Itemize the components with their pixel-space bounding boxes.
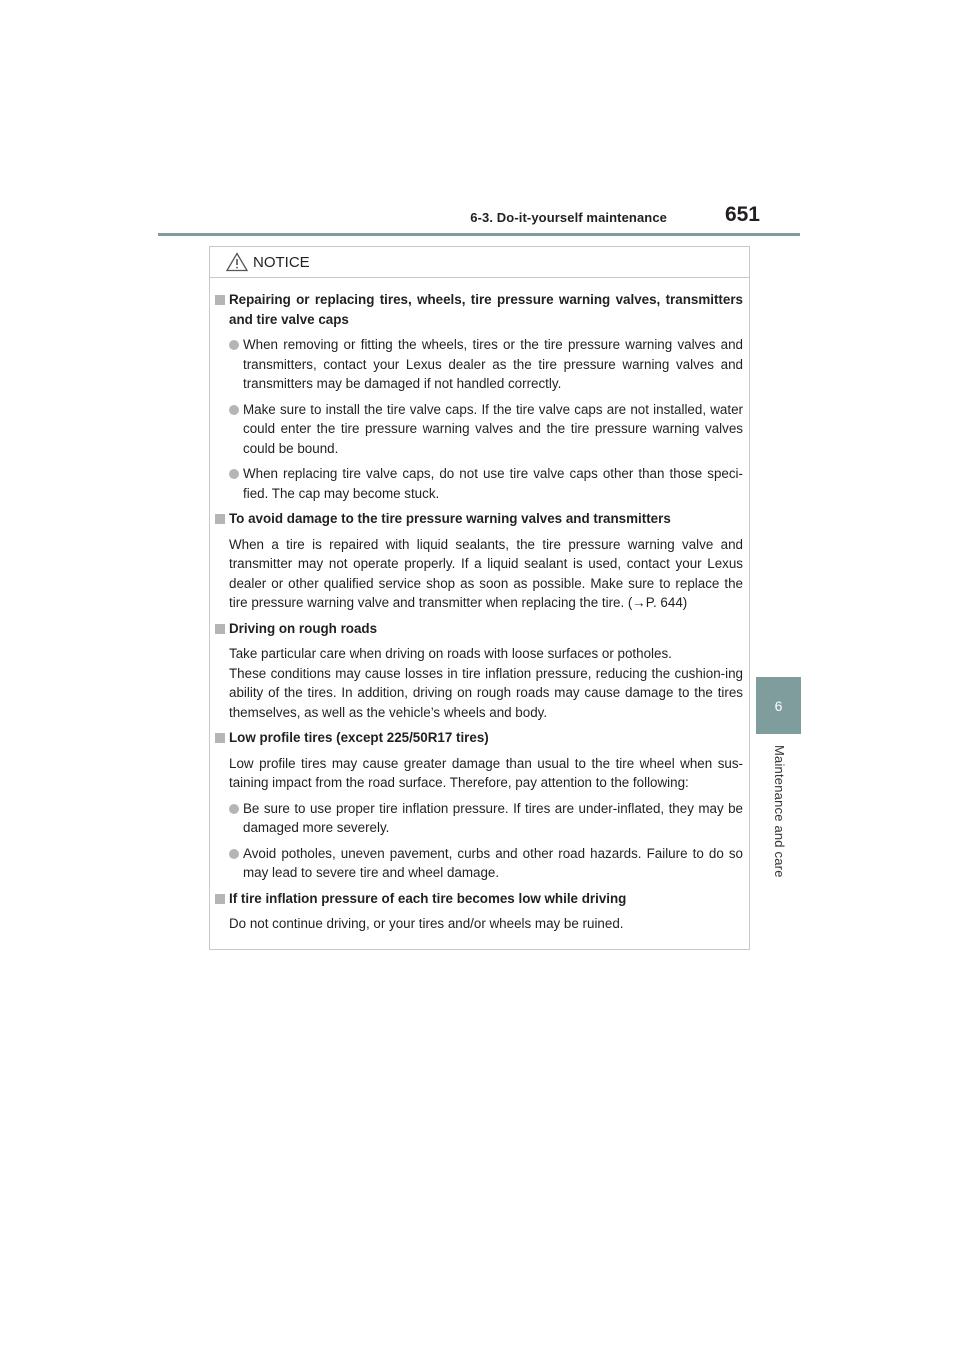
paragraph: These conditions may cause losses in tire inflation pressure, reducing the cushion-ing ability of the tires. In addition, driving on rough roads may cause damage to the tires themselves, as well as the vehicle’s wheels and body. — [229, 665, 743, 720]
notice-section — [215, 290, 743, 503]
section-heading: To avoid damage to the tire pressure warning valves and transmitters — [215, 509, 743, 529]
bullet-dot-icon — [229, 405, 239, 415]
paragraph: Do not continue driving, or your tires and/or wheels may be ruined. — [229, 916, 624, 931]
paragraph: Take particular care when driving on roads with loose surfaces or potholes. — [229, 646, 672, 661]
warning-triangle-icon — [226, 252, 248, 272]
bullet-dot-icon — [229, 469, 239, 479]
notice-section — [215, 889, 743, 934]
section-heading: Repairing or replacing tires, wheels, tire pressure warning valves, transmitters and tire valve caps — [215, 290, 743, 329]
notice-section — [215, 619, 743, 723]
notice-section — [215, 509, 743, 613]
square-bullet-icon — [215, 733, 225, 743]
bullet-dot-icon — [229, 804, 239, 814]
section-heading: Driving on rough roads — [215, 619, 743, 639]
list-item: Make sure to install the tire valve caps. If the tire valve caps are not installed, water could enter the tire pressure warning valves and the tire pressure warning valves could be bound. — [215, 400, 743, 459]
notice-label: NOTICE — [253, 253, 310, 271]
chapter-label: Maintenance and care — [772, 745, 787, 878]
notice-body — [210, 278, 749, 934]
list-item: Be sure to use proper tire inflation pressure. If tires are under-inflated, they may be damaged more severely. — [215, 799, 743, 838]
bullet-dot-icon — [229, 849, 239, 859]
section-heading: Low profile tires (except 225/50R17 tires) — [215, 728, 743, 748]
square-bullet-icon — [215, 894, 225, 904]
section-heading: If tire inflation pressure of each tire becomes low while driving — [215, 889, 743, 909]
square-bullet-icon — [215, 624, 225, 634]
square-bullet-icon — [215, 295, 225, 305]
section-title: 6-3. Do-it-yourself maintenance — [470, 210, 667, 225]
page-number: 651 — [724, 203, 760, 226]
header-rule — [158, 233, 800, 236]
square-bullet-icon — [215, 514, 225, 524]
paragraph: When a tire is repaired with liquid sealants, the tire pressure warning valve and transmitter may not operate properly. If a liquid sealant is used, contact your Lexus dealer or other qualified service shop as soon as possible. Make sure to replace the tire pressure warning valve and transmitter when replacing the tire. (→P. 644) — [229, 536, 743, 610]
bullet-dot-icon — [229, 340, 239, 350]
paragraph: Low profile tires may cause greater damage than usual to the tire wheel when sus-taining impact from the road surface. Therefore, pay attention to the following: — [229, 755, 743, 790]
notice-section — [215, 728, 743, 883]
chapter-tab — [756, 677, 801, 734]
notice-box — [209, 246, 750, 950]
list-item: When removing or fitting the wheels, tires or the tire pressure warning valves and transmitters, contact your Lexus dealer as the tire pressure warning valves and transmitters may be damaged if not handled correctly. — [215, 335, 743, 394]
list-item: Avoid potholes, uneven pavement, curbs and other road hazards. Failure to do so may lead to severe tire and wheel damage. — [215, 844, 743, 883]
notice-header — [210, 247, 749, 278]
chapter-number: 6 — [774, 697, 783, 714]
list-item: When replacing tire valve caps, do not use tire valve caps other than those speci-fied. The cap may become stuck. — [215, 464, 743, 503]
